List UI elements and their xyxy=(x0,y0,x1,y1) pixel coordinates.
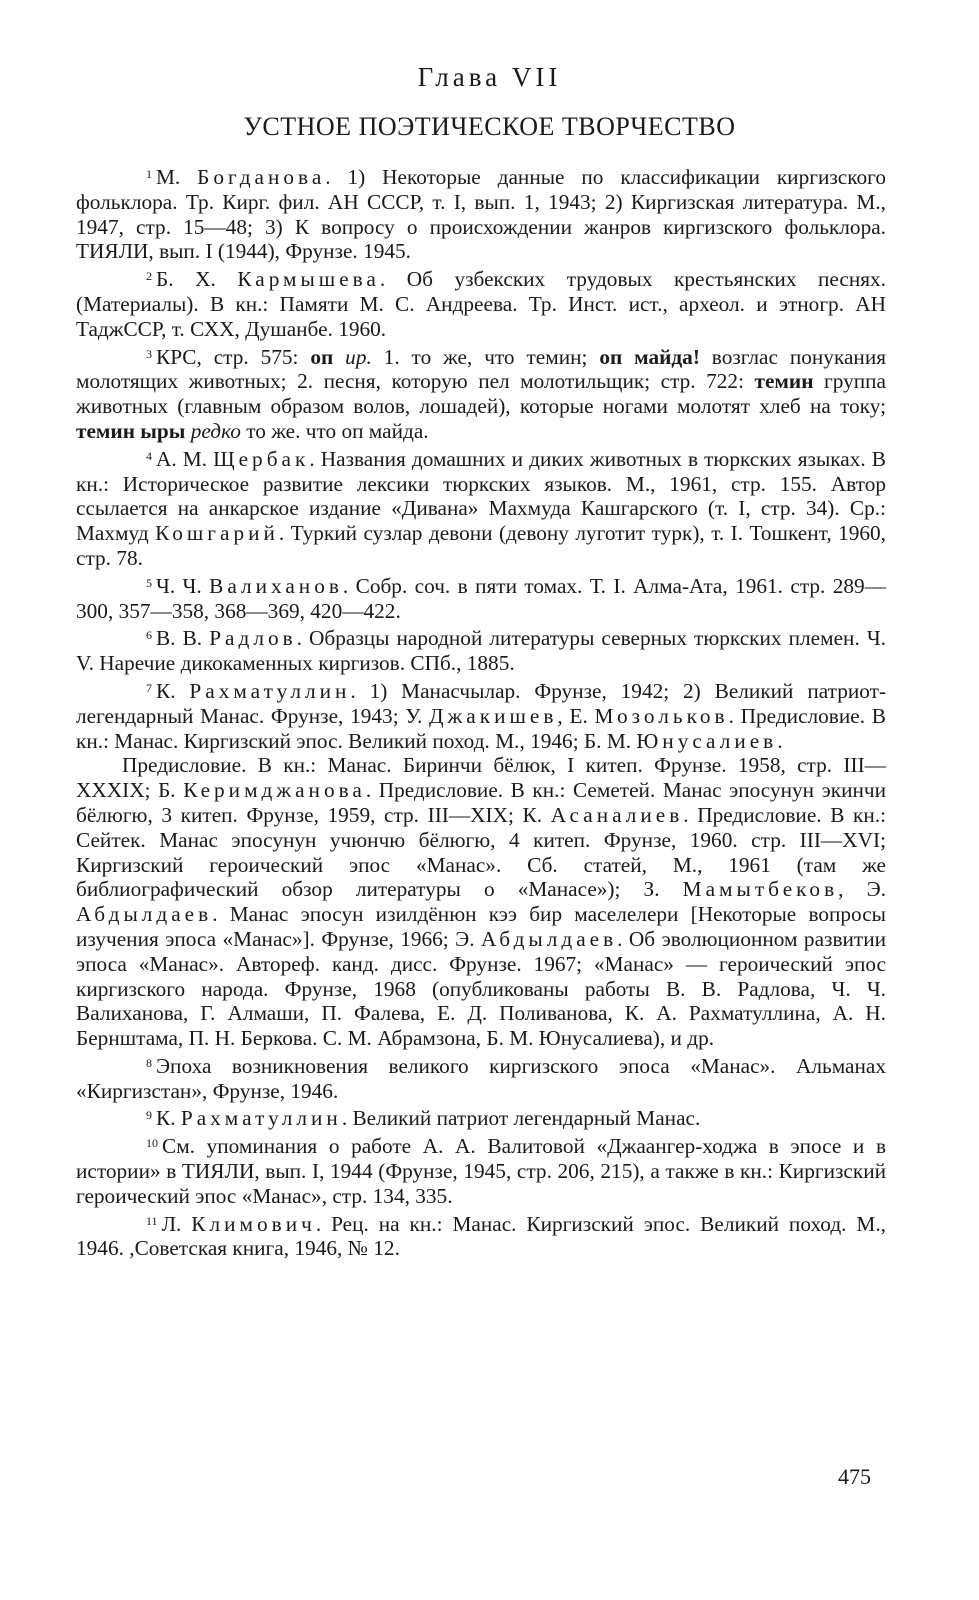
footnote-text: возглас понукания молотящих животных; 2. песня, которую пел молотильщик; стр. 722: xyxy=(76,344,887,394)
footnote-text: Эпоха возникновения великого киргизского эпоса «Манас». Альманах «Киргизстан», Фрунзе, 1946. xyxy=(76,1053,886,1103)
footnote xyxy=(76,264,886,341)
footnote xyxy=(76,1131,886,1208)
footnote-text: темин xyxy=(754,369,814,394)
footnote-text: . Об узбекских трудовых крестьянских песнях. (Материалы). В кн.: Памяти М. С. Андреева. Тр. Инст. ист., археол. и этногр. АН ТаджССР, т. СХХ, Душанбе. 1960. xyxy=(76,267,886,341)
footnote-text: . Манас эпосун изилдёнюн кээ бир маселелери [Некоторые вопросы изучения эпоса «Манас»]. Фрунзе, 1966; Э. xyxy=(76,902,886,951)
footnote xyxy=(76,1209,886,1262)
author-name: Керимджанова xyxy=(183,778,366,803)
footnote-text: Ч. Ч. xyxy=(156,573,210,598)
author-name: Щербак xyxy=(213,446,310,471)
footnote xyxy=(76,1103,886,1131)
footnote-number: 10 xyxy=(146,1136,158,1151)
footnote-number: 6 xyxy=(146,628,152,643)
footnote-text: . Туркий сузлар девони (девону луготит турк), т. I. Тошкент, 1960, стр. 78. xyxy=(76,521,887,570)
footnote-text: оп xyxy=(310,344,334,369)
footnote-number: 2 xyxy=(146,269,152,284)
footnote xyxy=(76,1051,886,1104)
author-name: Абдылдаев xyxy=(480,926,618,951)
footnote-text: См. упоминания о работе А. А. Валитовой «Джаангер-ходжа в эпосе и в истории» в ТИЯЛИ, вып. I, 1944 (Фрунзе, 1945, стр. 206, 215), а также в кн.: Киргизский героический эпос «Манас», стр. 134, 335. xyxy=(76,1134,886,1208)
footnote-number: 5 xyxy=(146,575,152,590)
author-name: Климович xyxy=(191,1211,316,1236)
footnote-number: 11 xyxy=(146,1213,158,1228)
footnote-text: . xyxy=(777,728,783,753)
author-name: Абдылдаев xyxy=(76,902,213,927)
footnote-text: ир. xyxy=(345,344,372,369)
footnote-number: 1 xyxy=(146,167,152,181)
footnote-text xyxy=(333,345,345,369)
footnote-text: Предисловие. В кн.: Манас. Биринчи бёлюк, I китеп. Фрунзе. 1958, стр. III—XXXIX; Б. xyxy=(76,753,886,803)
footnote-number: 4 xyxy=(146,448,152,463)
footnote-text: Л. xyxy=(161,1211,192,1236)
footnote-text: К. xyxy=(156,678,190,703)
footnote-text: группа животных (главным образом волов, лошадей), которые ногами молотят хлеб на току; xyxy=(76,369,886,419)
footnote xyxy=(76,162,886,264)
footnote-text: темин ыры xyxy=(76,418,186,443)
footnote-text: М. xyxy=(156,165,198,189)
footnote-text: то же. что оп майда. xyxy=(240,418,429,443)
author-name: Богданова xyxy=(197,165,326,189)
footnote-number: 7 xyxy=(146,680,152,695)
footnote-text: . Предисловие. В кн.: Манас. Киргизский эпос. Великий поход. М., 1946; Б. М. xyxy=(76,703,886,753)
footnote-text: . Великий патриот легендарный Манас. xyxy=(341,1106,701,1131)
footnote xyxy=(76,342,886,444)
footnote-text: . 1) Некоторые данные по классификации киргизского фольклора. Тр. Кирг. фил. АН СССР, т. I, вып. 1, 1943; 2) Киргизская литература. М., 1947, стр. 15—48; 3) К вопросу о происхождении жанров киргизского фольклора. ТИЯЛИ, вып. I (1944), Фрунзе. 1945. xyxy=(76,165,886,264)
footnote-text: К. xyxy=(156,1106,181,1131)
footnote-text: , Э. xyxy=(838,877,886,902)
footnote xyxy=(76,571,886,624)
footnote-text: В. В. xyxy=(156,626,210,651)
footnote-text: оп майда! xyxy=(599,344,700,369)
footnote-text: . Названия домашних и диких животных в тюркских языках. В кн.: Историческое развитие лексики тюркских языков. М., 1961, стр. 155. Автор ссылается на анкарское издание «Дивана» Махмуда Кашгарского (т. I, стр. 34). Ср.: Махмуд xyxy=(76,446,886,546)
author-name: Рахматуллин xyxy=(189,678,351,703)
author-name: Валиханов xyxy=(209,573,343,598)
footnote-text: редко xyxy=(190,418,241,443)
footnote-text: КРС, стр. 575: xyxy=(156,344,311,369)
footnote-text: Б. Х. xyxy=(156,267,238,292)
footnote-text: , Е. xyxy=(557,703,595,728)
footnote xyxy=(76,623,886,676)
chapter-title: УСТНОЕ ПОЭТИЧЕСКОЕ ТВОРЧЕСТВО xyxy=(243,112,736,141)
footnote-number: 9 xyxy=(146,1108,152,1123)
footnotes-section xyxy=(76,162,886,1261)
author-name: Кармышева xyxy=(237,267,380,292)
footnote-number: 8 xyxy=(146,1055,152,1070)
page-number: 475 xyxy=(838,1464,871,1489)
author-name: Асаналиев xyxy=(550,802,684,827)
footnote-text: . 1) Манасчылар. Фрунзе, 1942; 2) Великий патриот-легендарный Манас. Фрунзе, 1943; У. xyxy=(76,678,887,728)
footnote-text: . Собр. соч. в пяти томах. Т. I. Алма-Ата, 1961. стр. 289—300, 357—358, 368—369, 420—422. xyxy=(76,573,886,623)
author-name: Джакишев xyxy=(429,703,558,728)
author-name: Радлов xyxy=(209,626,297,651)
footnote-text: А. М. xyxy=(156,446,214,471)
chapter-heading: Глава VII xyxy=(417,62,562,92)
footnote-number: 3 xyxy=(146,346,152,361)
footnote-text: . Образцы народной литературы северных тюркских племен. Ч. V. Наречие дикокаменных киргизов. СПб., 1885. xyxy=(76,626,886,676)
footnote-text: . Предисловие. В кн.: Сейтек. Манас эпосунун учюнчю бёлюгю, 4 китеп. Фрунзе, 1960. стр. III—XVI; Киргизский героический эпос «Манас». Сб. статей, М., 1961 (там же библиографический обзор литературы о «Манасе»); З. xyxy=(76,802,886,902)
footnote xyxy=(76,676,886,753)
footnote-text: . Рец. на кн.: Манас. Киргизский эпос. Великий поход. М., 1946. ,Советская книга, 1946, № 12. xyxy=(76,1211,887,1261)
author-name: Рахматуллин xyxy=(180,1106,342,1131)
footnote-text: . Предисловие. В кн.: Семетей. Манас эпосунун экинчи бёлюгю, 3 китеп. Фрунзе, 1959, стр. III—XIX; К. xyxy=(76,778,886,827)
footnote xyxy=(76,444,886,571)
footnote-text: 1. то же, что темин; xyxy=(371,344,600,369)
author-name: Мамытбеков xyxy=(682,877,839,902)
footnote-text: . Об эволюционном развитии эпоса «Манас». Автореф. канд. дисс. Фрунзе. 1967; «Манас» — героический эпос киргизского народа. Фрунзе, 1968 (опубликованы работы В. В. Радлова, Ч. Ч. Валиханова, Г. Алмаши, П. Фалева, Е. Д. Поливанова, К. А. Рахматуллина, А. Н. Бернштама, П. Н. Беркова. С. М. Абрамзона, Б. М. Юнусалиева), и др. xyxy=(76,926,886,1051)
footnote-continuation xyxy=(76,753,886,1051)
author-name: Юнусалиев xyxy=(636,728,778,753)
author-name: Кошгарий xyxy=(155,521,279,546)
author-name: Мозольков xyxy=(594,703,729,728)
